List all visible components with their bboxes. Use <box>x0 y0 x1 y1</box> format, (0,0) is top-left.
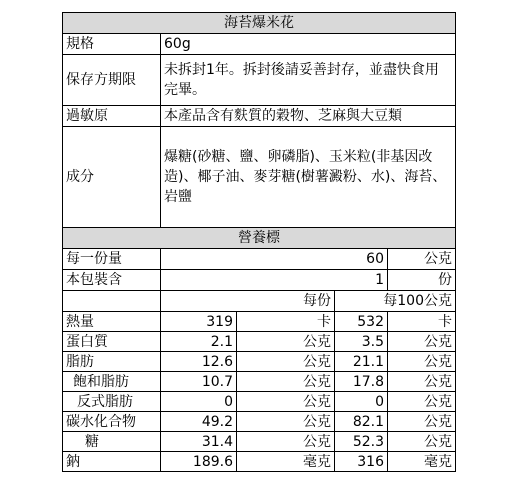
table-row <box>63 332 456 352</box>
nutrient-unit: 公克 <box>388 392 456 412</box>
nutrient-per-serving: 31.4 <box>161 432 237 452</box>
table-row <box>63 352 456 372</box>
nutrient-per-100g: 0 <box>335 392 388 412</box>
spec-label: 規格 <box>63 34 161 55</box>
nutrient-unit: 毫克 <box>388 452 456 472</box>
nutrient-per-serving: 49.2 <box>161 412 237 432</box>
nutrient-name: 鈉 <box>63 452 161 472</box>
nutrient-unit: 公克 <box>237 412 335 432</box>
nutrient-per-serving: 10.7 <box>161 372 237 392</box>
serving-size-label: 每一份量 <box>63 249 161 270</box>
nutrient-unit: 公克 <box>237 432 335 452</box>
storage-label: 保存方期限 <box>63 55 161 106</box>
nutrient-unit: 公克 <box>237 352 335 372</box>
nutrient-unit: 毫克 <box>237 452 335 472</box>
table-row <box>63 312 456 332</box>
nutrient-per-serving: 12.6 <box>161 352 237 372</box>
storage-value: 未拆封1年。拆封後請妥善封存，並盡快食用完畢。 <box>161 55 456 106</box>
nutrient-per-serving: 319 <box>161 312 237 332</box>
nutrient-unit: 公克 <box>237 332 335 352</box>
nutrient-name: 碳水化合物 <box>63 412 161 432</box>
nutrient-unit: 公克 <box>388 432 456 452</box>
ingredients-label: 成分 <box>63 127 161 228</box>
ingredients-value: 爆糖(砂糖、鹽、卵磷脂)、玉米粒(非基因改造)、椰子油、麥芽糖(樹薯澱粉、水)、海苔、岩鹽 <box>161 127 456 228</box>
table-row <box>63 412 456 432</box>
nutrient-name: 反式脂肪 <box>63 392 161 412</box>
spec-value: 60g <box>161 34 456 55</box>
nutrient-per-serving: 0 <box>161 392 237 412</box>
nutrient-unit: 卡 <box>388 312 456 332</box>
nutrition-heading: 營養標 <box>63 228 456 249</box>
nutrient-name: 蛋白質 <box>63 332 161 352</box>
nutrient-name: 熱量 <box>63 312 161 332</box>
nutrient-per-100g: 82.1 <box>335 412 388 432</box>
table-row <box>63 392 456 412</box>
nutrient-name: 飽和脂肪 <box>63 372 161 392</box>
serving-size-value: 60 <box>161 249 388 270</box>
nutrient-unit: 公克 <box>388 412 456 432</box>
table-row <box>63 372 456 392</box>
table-row <box>63 432 456 452</box>
nutrient-per-serving: 189.6 <box>161 452 237 472</box>
nutrient-per-100g: 316 <box>335 452 388 472</box>
product-info-table <box>62 12 456 472</box>
per-serving-header: 每份 <box>161 291 335 312</box>
nutrient-unit: 公克 <box>388 332 456 352</box>
product-label-sheet <box>62 12 456 472</box>
table-row <box>63 452 456 472</box>
nutrient-per-100g: 3.5 <box>335 332 388 352</box>
nutrient-per-100g: 532 <box>335 312 388 332</box>
allergen-label: 過敏原 <box>63 106 161 127</box>
servings-per-package-unit: 份 <box>388 270 456 291</box>
nutrient-per-serving: 2.1 <box>161 332 237 352</box>
serving-size-unit: 公克 <box>388 249 456 270</box>
nutrient-unit: 公克 <box>237 392 335 412</box>
product-title: 海苔爆米花 <box>63 13 456 34</box>
per-100g-header: 每100公克 <box>335 291 456 312</box>
servings-per-package-value: 1 <box>161 270 388 291</box>
nutrient-name: 糖 <box>63 432 161 452</box>
servings-per-package-label: 本包裝含 <box>63 270 161 291</box>
nutrient-unit: 公克 <box>237 372 335 392</box>
nutrient-per-100g: 17.8 <box>335 372 388 392</box>
nutrient-unit: 公克 <box>388 372 456 392</box>
nutrient-unit: 卡 <box>237 312 335 332</box>
nutrient-per-100g: 52.3 <box>335 432 388 452</box>
nutrient-unit: 公克 <box>388 352 456 372</box>
nutrition-header-blank <box>63 291 161 312</box>
nutrient-name: 脂肪 <box>63 352 161 372</box>
nutrient-per-100g: 21.1 <box>335 352 388 372</box>
allergen-value: 本產品含有麩質的穀物、芝麻與大豆類 <box>161 106 456 127</box>
